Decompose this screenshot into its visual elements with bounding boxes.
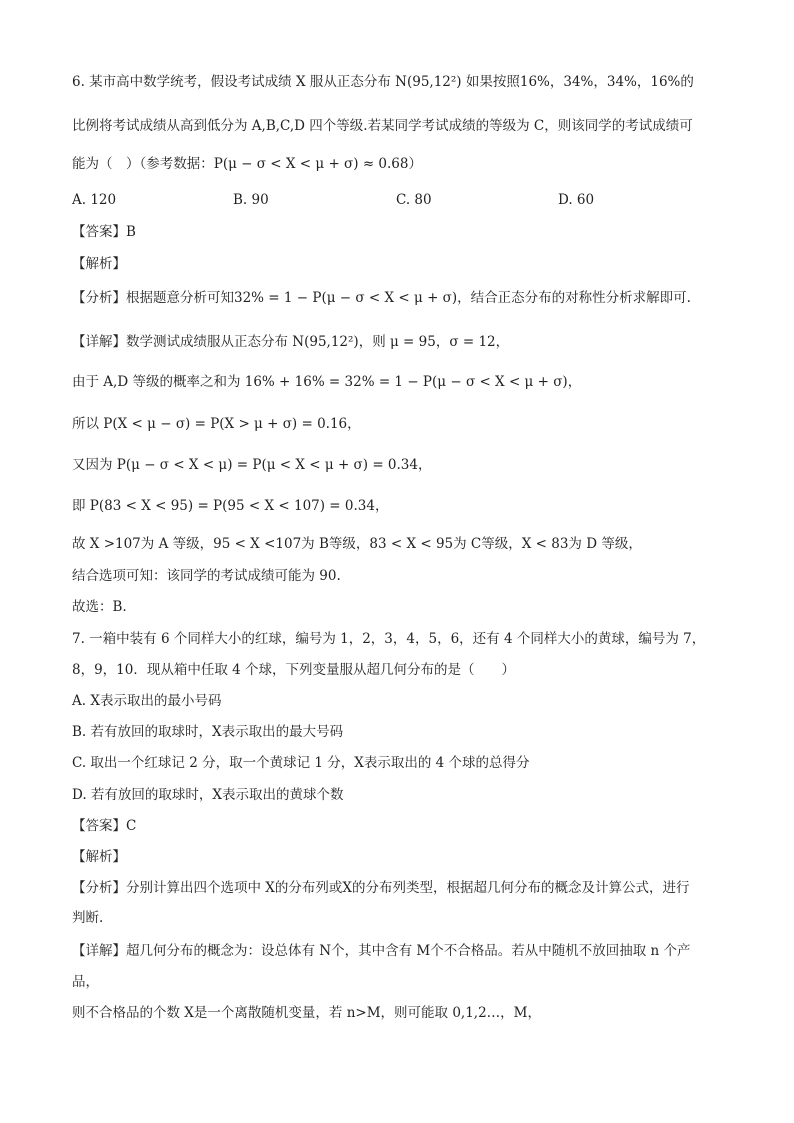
q7-stem-line-2: 8，9，10．现从箱中任取 4 个球，下列变量服从超几何分布的是（ ） <box>72 662 516 678</box>
q7-answer: 【答案】C <box>72 818 137 834</box>
q7-detail-2: 品， <box>72 974 99 990</box>
q7-stem-line-1: 7. 一箱中装有 6 个同样大小的红球，编号为 1，2，3，4，5，6，还有 4 个同样大小的黄球，编号为 7， <box>72 631 706 647</box>
q7-option-b: B. 若有放回的取球时，X表示取出的最大号码 <box>72 724 344 740</box>
q6-option-c: C. 80 <box>396 192 432 208</box>
q7-fenxi-1: 【分析】分别计算出四个选项中 X的分布列或X的分布列类型，根据超几何分布的概念及计算公式，进行 <box>72 880 690 896</box>
q6-choose: 故选：B. <box>72 599 127 615</box>
q6-detail-1: 【详解】数学测试成绩服从正态分布 N(95,12²)，则 μ = 95，σ = 12， <box>72 334 510 350</box>
q7-option-d: D. 若有放回的取球时，X表示取出的黄球个数 <box>72 787 344 803</box>
q6-detail-6: 故 X >107为 A 等级，95 < X <107为 B等级，83 < X < 95为 C等级，X < 83为 D 等级， <box>72 536 642 552</box>
q7-analysis-heading: 【解析】 <box>72 849 126 865</box>
q7-detail-1: 【详解】超几何分布的概念为：设总体有 N个，其中含有 M个不合格品。若从中随机不放回抽取 n 个产 <box>72 943 691 959</box>
q7-detail-3: 则不合格品的个数 X是一个离散随机变量，若 n>M，则可能取 0,1,2…，M， <box>72 1005 541 1021</box>
q7-fenxi-2: 判断. <box>72 910 104 926</box>
q6-answer: 【答案】B <box>72 224 136 240</box>
q6-fenxi: 【分析】根据题意分析可知32% = 1 − P(μ − σ < X < μ + σ)，结合正态分布的对称性分析求解即可. <box>72 290 691 306</box>
q7-option-c: C. 取出一个红球记 2 分，取一个黄球记 1 分，X表示取出的 4 个球的总得分 <box>72 755 530 771</box>
q6-detail-3: 所以 P(X < μ − σ) = P(X > μ + σ) = 0.16， <box>72 416 361 432</box>
q6-stem-line-3: 能为（ ）（参考数据：P(μ − σ < X < μ + σ) ≈ 0.68） <box>72 156 422 172</box>
q6-option-d: D. 60 <box>558 192 595 208</box>
q6-stem-line-2: 比例将考试成绩从高到低分为 A,B,C,D 四个等级.若某同学考试成绩的等级为 C，则该同学的考试成绩可 <box>72 118 693 134</box>
q6-option-a: A. 120 <box>72 192 117 208</box>
q6-option-b: B. 90 <box>233 192 269 208</box>
q6-analysis-heading: 【解析】 <box>72 256 126 272</box>
q6-detail-5: 即 P(83 < X < 95) = P(95 < X < 107) = 0.34， <box>72 498 389 514</box>
q6-detail-2: 由于 A,D 等级的概率之和为 16% + 16% = 32% = 1 − P(μ − σ < X < μ + σ)， <box>72 374 582 390</box>
q7-option-a: A. X表示取出的最小号码 <box>72 693 222 709</box>
q6-detail-4: 又因为 P(μ − σ < X < μ) = P(μ < X < μ + σ) = 0.34， <box>72 457 432 473</box>
q6-detail-7: 结合选项可知：该同学的考试成绩可能为 90. <box>72 568 341 584</box>
q6-stem-line-1: 6. 某市高中数学统考，假设考试成绩 X 服从正态分布 N(95,12²) 如果按照16%，34%，34%，16%的 <box>72 74 694 90</box>
